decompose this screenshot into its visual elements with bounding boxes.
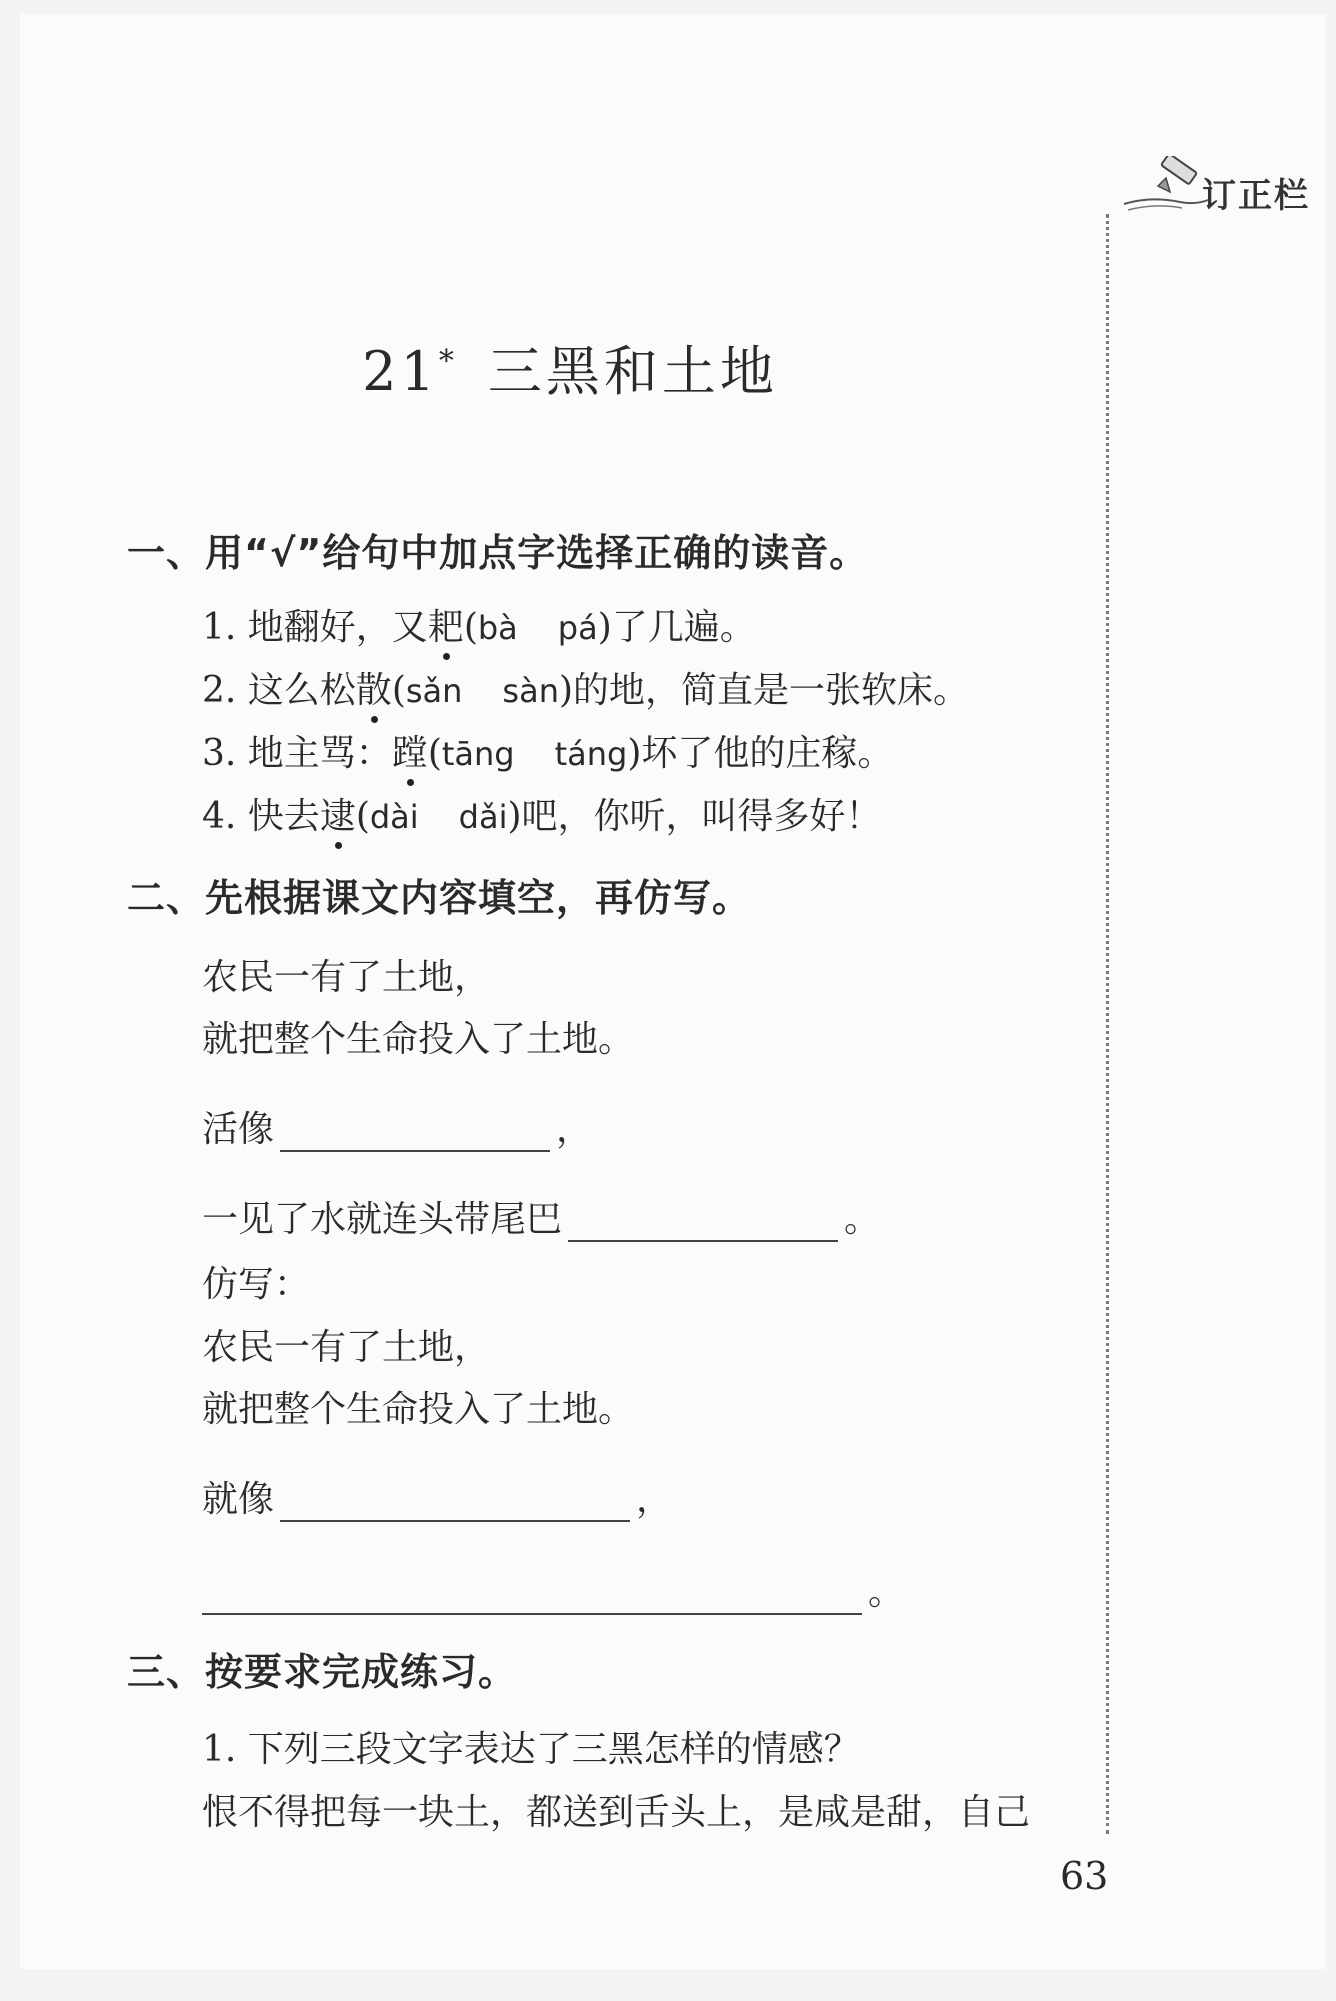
quote-text: 恨不得把每一块土，都送到舌头上，是咸是甜，自己 <box>202 1792 1031 1833</box>
dotted-char: 逮 <box>320 788 356 839</box>
pinyin-option[interactable]: sǎn <box>405 672 463 710</box>
workbook-page <box>20 14 1326 1969</box>
answer-blank[interactable] <box>280 1114 550 1152</box>
dotted-char: 蹚 <box>392 725 428 776</box>
pinyin-option[interactable]: bà <box>477 609 518 647</box>
pinyin-option[interactable]: táng <box>554 735 628 773</box>
pinyin-option[interactable]: dài <box>369 798 419 836</box>
fill-blank-3: 就像 ， <box>202 1479 673 1520</box>
fill-blank-1: 活像 ， <box>202 1109 593 1150</box>
correction-divider <box>1106 214 1109 1834</box>
dotted-char: 散 <box>356 662 392 713</box>
section1-heading: 一、用“√”给句中加点字选择正确的读音。 <box>127 531 869 575</box>
text-line: 农民一有了土地， <box>202 957 491 998</box>
section2-heading: 二、先根据课文内容填空，再仿写。 <box>127 876 752 920</box>
pinyin-question-3: 3. 地主骂：蹚(tāng táng)坏了他的庄稼。 <box>202 725 893 776</box>
lesson-star: * <box>438 344 458 379</box>
pinyin-question-4: 4. 快去逮(dài dǎi)吧，你听，叫得多好！ <box>202 788 882 839</box>
pinyin-option[interactable]: sàn <box>502 672 559 710</box>
text-line: 就把整个生命投入了土地。 <box>202 1019 635 1060</box>
page-number: 63 <box>1060 1854 1109 1898</box>
answer-blank[interactable] <box>202 1577 862 1615</box>
correction-column-label: 订正栏 <box>1202 176 1310 216</box>
dotted-char: 耙 <box>428 599 464 650</box>
text-line: 就把整个生命投入了土地。 <box>202 1389 635 1430</box>
text-line: 农民一有了土地， <box>202 1327 491 1368</box>
lesson-title <box>20 329 1120 406</box>
lesson-number: 21 <box>362 340 439 403</box>
pinyin-question-1: 1. 地翻好，又耙(bà pá)了几遍。 <box>202 599 756 650</box>
answer-blank[interactable] <box>280 1484 630 1522</box>
pencil-icon <box>1120 156 1210 216</box>
pinyin-option[interactable]: pá <box>557 609 598 647</box>
question-1: 1. 下列三段文字表达了三黑怎样的情感？ <box>202 1729 860 1770</box>
correction-column-header <box>1120 154 1310 217</box>
answer-blank[interactable] <box>568 1204 838 1242</box>
lesson-name: 三黑和土地 <box>487 340 778 403</box>
fill-blank-2: 一见了水就连头带尾巴 。 <box>202 1199 881 1240</box>
fill-blank-4: 。 <box>202 1564 904 1615</box>
pinyin-option[interactable]: dǎi <box>458 798 508 836</box>
pinyin-option[interactable]: tāng <box>441 735 515 773</box>
section3-heading: 三、按要求完成练习。 <box>127 1650 518 1694</box>
imitate-label: 仿写： <box>202 1264 311 1305</box>
pinyin-question-2: 2. 这么松散(sǎn sàn)的地，简直是一张软床。 <box>202 662 969 713</box>
